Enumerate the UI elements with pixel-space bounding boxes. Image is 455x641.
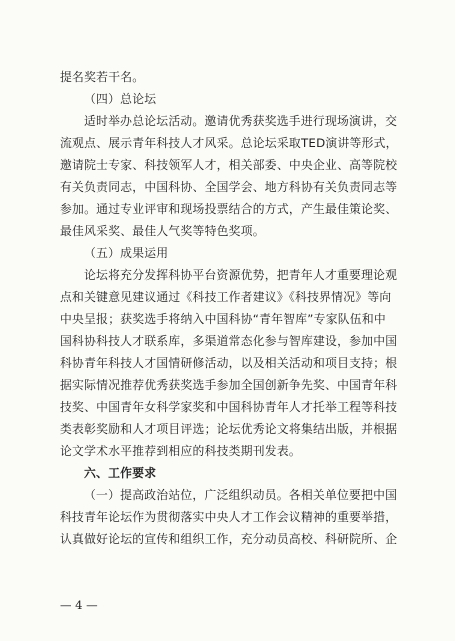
text-line: 中央呈报；获奖选手将纳入中国科协“青年智库”专家队伍和中: [60, 312, 386, 326]
text-line: 邀请院士专家、科技领军人才，相关部委、中央企业、高等院校: [60, 158, 398, 172]
text-line: 论坛将充分发挥科协平台资源优势，把青年人才重要理论观: [84, 268, 398, 282]
page-number: — 4 —: [60, 598, 98, 612]
section-heading-4: （四）总论坛: [84, 92, 157, 106]
text-line: 国科协科技人才联系库，多渠道常态化参与智库建设，参加中国: [60, 334, 398, 348]
text-line: 流观点、展示青年科技人才风采。总论坛采取TED演讲等形式，: [60, 136, 398, 150]
text-line: 科协青年科技人才国情研修活动，以及相关活动和项目支持；根: [60, 356, 398, 370]
text-line: 技奖、中国青年女科学家奖和中国科协青年人才托举工程等科技: [60, 400, 398, 414]
text-line: 提名奖若干名。: [60, 70, 145, 84]
text-line: （一）提高政治站位，广泛组织动员。各相关单位要把中国: [84, 488, 398, 502]
section-heading-5: （五）成果运用: [84, 246, 169, 260]
text-line: 适时举办总论坛活动。邀请优秀获奖选手进行现场演讲，交: [84, 114, 398, 128]
text-line: 点和关键意见建议通过《科技工作者建议》《科技界情况》等向: [60, 290, 392, 304]
text-line: 参加。通过专业评审和现场投票结合的方式，产生最佳策论奖、: [60, 202, 398, 216]
text-line: 类表彰奖励和人才项目评选；论坛优秀论文将集结出版，并根据: [60, 422, 398, 436]
section-heading-6: 六、工作要求: [84, 466, 157, 480]
text-line: 据实际情况推荐优秀获奖选手参加全国创新争先奖、中国青年科: [60, 378, 398, 392]
text-line: 科技青年论坛作为贯彻落实中央人才工作会议精神的重要举措，: [60, 510, 398, 524]
text-line: 有关负责同志，中国科协、全国学会、地方科协有关负责同志等: [60, 180, 398, 194]
text-line: 认真做好论坛的宣传和组织工作，充分动员高校、科研院所、企: [60, 532, 398, 546]
text-line: 最佳风采奖、最佳人气奖等特色奖项。: [60, 224, 265, 238]
text-line: 论文学术水平推荐到相应的科技类期刊发表。: [60, 444, 301, 458]
document-body: [60, 66, 400, 550]
